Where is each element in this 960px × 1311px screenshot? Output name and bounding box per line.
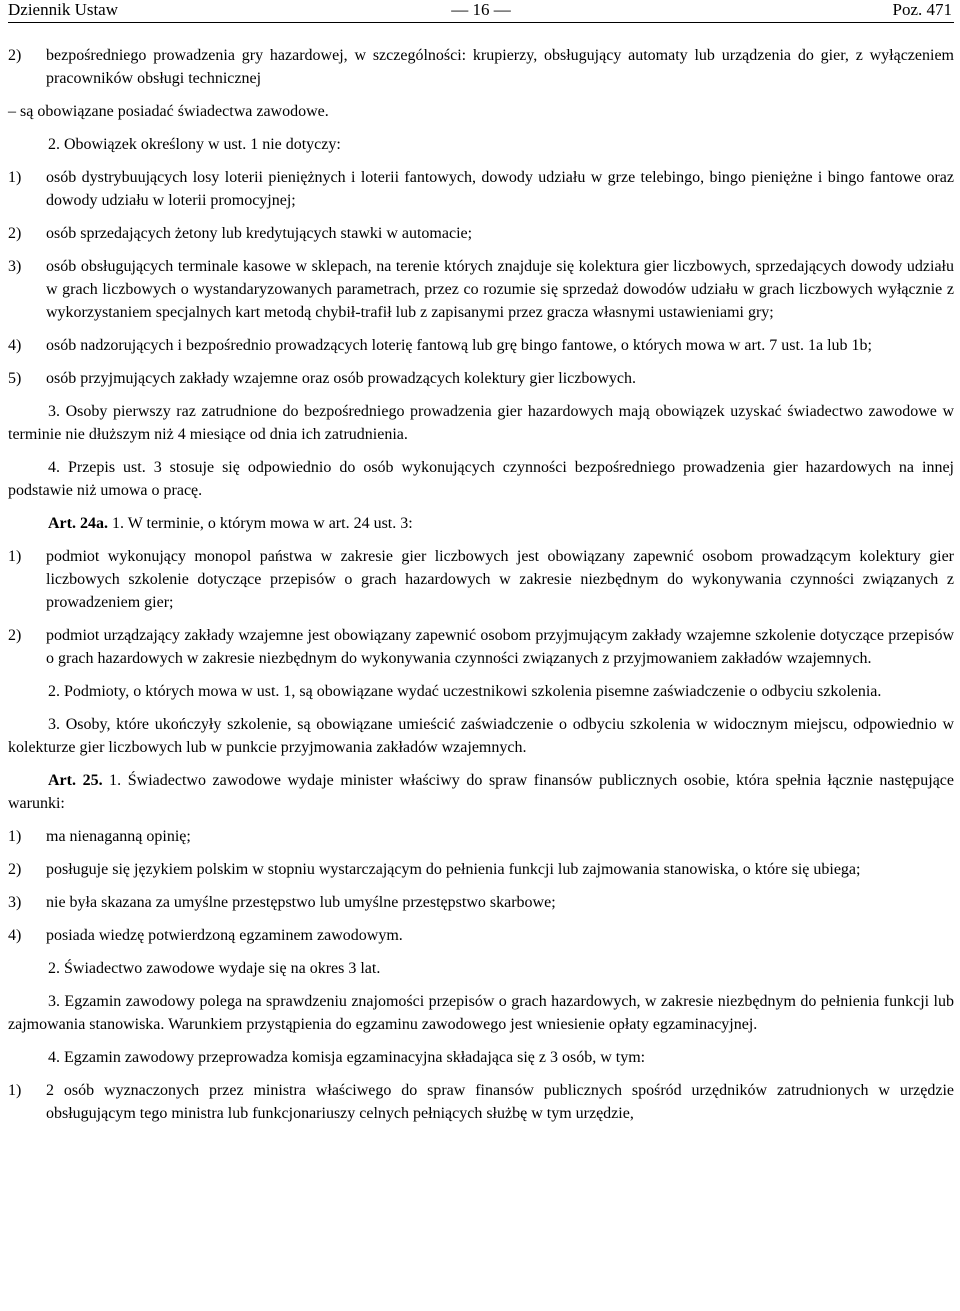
list-item [8, 166, 954, 212]
list-item-number: 1) [8, 1082, 22, 1099]
page-number: — 16 — [451, 0, 511, 19]
list-item-number: 1) [8, 169, 22, 186]
list-item-number: 2) [8, 627, 22, 644]
list-item-text: osób obsługujących terminale kasowe w sklepach, na terenie których znajduje się kolektura gier liczbowych, sprzedających dowody udziału w grach liczbowych o wystandaryzowanych parametrach, przez co rozumie się sprzedaż dowodów udziału w grach liczbowych wyłącznie z wykorzystaniem specjalnych kart metodą chybił-trafił lub z zapisanymi przez gracza własnymi ustawieniami gry; [46, 258, 954, 321]
list-item-number: 2) [8, 47, 22, 64]
list-item-text: podmiot urządzający zakłady wzajemne jest obowiązany zapewnić osobom przyjmującym zakłady wzajemne szkolenie dotyczące przepisów o grach hazardowych w zakresie niezbędnym do wykonywania czynności związanych z przyjmowaniem zakładów wzajemnych. [46, 627, 954, 667]
list-item-number: 3) [8, 258, 22, 275]
list-item-text: nie była skazana za umyślne przestępstwo lub umyślne przestępstwo skarbowe; [46, 894, 556, 911]
paragraph-text: 2. Podmioty, o których mowa w ust. 1, są obowiązane wydać uczestnikowi szkolenia pisemne zaświadczenie o odbyciu szkolenia. [48, 683, 882, 700]
article-paragraph [8, 512, 954, 535]
paragraph [8, 990, 954, 1036]
list-item-number: 2) [8, 861, 22, 878]
paragraph-text: 3. Osoby, które ukończyły szkolenie, są obowiązane umieścić zaświadczenie o odbyciu szkolenia w widocznym miejscu, odpowiednio w kolekturze gier liczbowych lub w punkcie przyjmowania zakładów wzajemnych. [8, 716, 954, 756]
list-item-number: 4) [8, 337, 22, 354]
position-number: Poz. 471 [892, 0, 952, 19]
paragraph [8, 400, 954, 446]
list-item-number: 1) [8, 548, 22, 565]
paragraph-text: 2. Świadectwo zawodowe wydaje się na okres 3 lat. [48, 960, 381, 977]
list-item-number: 3) [8, 894, 22, 911]
list-item [8, 924, 954, 947]
list-item-number: 2) [8, 225, 22, 242]
list-item-text: posługuje się językiem polskim w stopniu wystarczającym do pełnienia funkcji lub zajmowania stanowiska, o które się ubiega; [46, 861, 861, 878]
list-item [8, 545, 954, 614]
list-item [8, 255, 954, 324]
list-item [8, 858, 954, 881]
list-item-text: ma nienaganną opinię; [46, 828, 191, 845]
article-heading: Art. 25. [48, 772, 103, 789]
list-item [8, 367, 954, 390]
paragraph-text: 2. Obowiązek określony w ust. 1 nie dotyczy: [48, 136, 341, 153]
paragraph [8, 456, 954, 502]
document-body [8, 23, 954, 1125]
list-item-text: posiada wiedzę potwierdzoną egzaminem zawodowym. [46, 927, 403, 944]
list-item [8, 44, 954, 90]
paragraph-text: 1. W terminie, o którym mowa w art. 24 ust. 3: [107, 515, 413, 532]
list-item-number: 4) [8, 927, 22, 944]
paragraph [8, 957, 954, 980]
paragraph-text: 1. Świadectwo zawodowe wydaje minister właściwy do spraw finansów publicznych osobie, która spełnia łącznie następujące warunki: [8, 772, 955, 812]
list-item-number: 1) [8, 828, 22, 845]
page-header [8, 0, 954, 23]
article-heading: Art. 24a. [48, 515, 108, 532]
list-item-text: osób nadzorujących i bezpośrednio prowadzących loterię fantową lub grę bingo fantowe, o których mowa w art. 7 ust. 1a lub 1b; [46, 337, 872, 354]
paragraph [8, 100, 954, 123]
article-paragraph [8, 769, 954, 815]
list-item [8, 624, 954, 670]
list-item [8, 222, 954, 245]
list-item-text: osób dystrybuujących losy loterii pieniężnych i loterii fantowych, dowody udziału w grze telebingo, bingo pieniężne i bingo fantowe oraz dowody udziału w loterii promocyjnej; [46, 169, 954, 209]
list-item [8, 825, 954, 848]
paragraph-text: – są obowiązane posiadać świadectwa zawodowe. [8, 103, 329, 120]
paragraph-text: 3. Osoby pierwszy raz zatrudnione do bezpośredniego prowadzenia gier hazardowych mają obowiązek uzyskać świadectwo zawodowe w terminie nie dłuższym niż 4 miesiące od dnia ich zatrudnienia. [8, 403, 954, 443]
list-item [8, 891, 954, 914]
paragraph [8, 133, 954, 156]
paragraph [8, 1046, 954, 1069]
paragraph-text: 3. Egzamin zawodowy polega na sprawdzeniu znajomości przepisów o grach hazardowych, w zakresie niezbędnym do pełnienia funkcji lub zajmowania stanowiska. Warunkiem przystąpienia do egzaminu zawodowego jest wniesienie opłaty egzaminacyjnej. [8, 993, 954, 1033]
list-item [8, 334, 954, 357]
journal-title: Dziennik Ustaw [8, 0, 119, 19]
document-page [8, 0, 954, 1135]
paragraph [8, 713, 954, 759]
list-item-text: osób sprzedających żetony lub kredytujących stawki w automacie; [46, 225, 473, 242]
list-item-text: 2 osób wyznaczonych przez ministra właściwego do spraw finansów publicznych spośród urzędników zatrudnionych w urzędzie obsługującym tego ministra lub funkcjonariuszy celnych pełniących służbę w tym urzędzie, [46, 1082, 954, 1122]
paragraph-text: 4. Egzamin zawodowy przeprowadza komisja egzaminacyjna składająca się z 3 osób, w tym: [48, 1049, 646, 1066]
paragraph-text: 4. Przepis ust. 3 stosuje się odpowiednio do osób wykonujących czynności bezpośredniego prowadzenia gier hazardowych na innej podstawie niż umowa o pracę. [8, 459, 954, 499]
list-item-text: osób przyjmujących zakłady wzajemne oraz osób prowadzących kolektury gier liczbowych. [46, 370, 636, 387]
list-item-text: podmiot wykonujący monopol państwa w zakresie gier liczbowych jest obowiązany zapewnić osobom prowadzącym kolektury gier liczbowych szkolenie dotyczące przepisów o grach hazardowych w zakresie niezbędnym do wykonywania czynności związanych z prowadzeniem gier; [46, 548, 954, 611]
list-item-text: bezpośredniego prowadzenia gry hazardowej, w szczególności: krupierzy, obsługujący automaty lub urządzenia do gier, z wyłączeniem pracowników obsługi technicznej [46, 47, 954, 87]
list-item-number: 5) [8, 370, 22, 387]
paragraph [8, 680, 954, 703]
list-item [8, 1079, 954, 1125]
